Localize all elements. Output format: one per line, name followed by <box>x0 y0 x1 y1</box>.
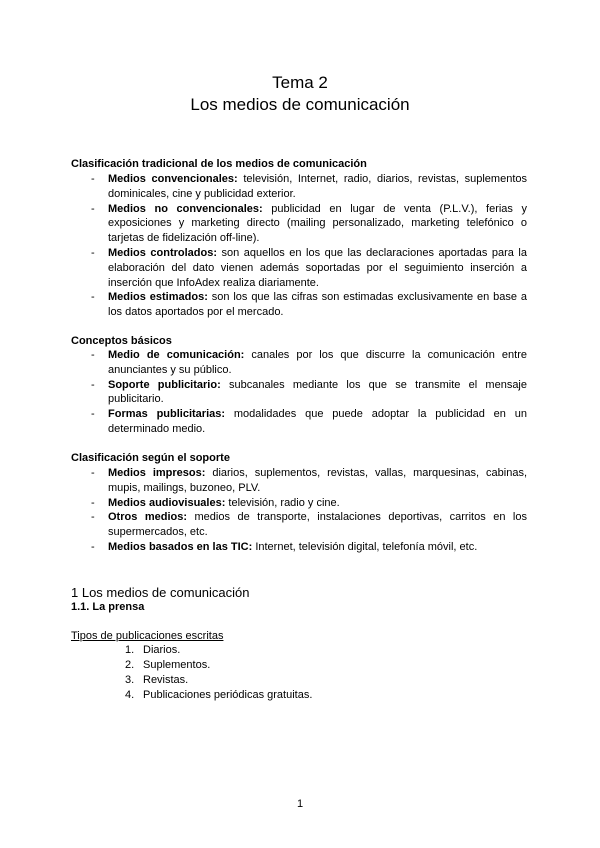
list-item-text: Revistas. <box>143 674 189 686</box>
bullet-dash: - <box>91 173 95 185</box>
publication-types-list <box>120 643 312 703</box>
list-number: 2. <box>125 659 135 671</box>
section-heading-clasificacion-tradicional: Clasificación tradicional de los medios de comunicación <box>71 158 367 170</box>
list-item <box>120 643 312 658</box>
list-number: 4. <box>125 689 135 701</box>
list-item <box>120 673 312 688</box>
list-number: 3. <box>125 674 135 686</box>
list-item-term: Otros medios: <box>108 511 188 524</box>
list-item-text: Publicaciones periódicas gratuitas. <box>143 689 313 701</box>
list-item <box>71 290 527 320</box>
bullet-dash: - <box>91 408 95 421</box>
list-item-term: Medios basados en las TIC: <box>108 540 253 553</box>
bullet-dash: - <box>91 202 95 215</box>
list-item-term: Medio de comunicación: <box>108 349 245 361</box>
list-item <box>71 202 527 246</box>
list-item-term: Medios convencionales: <box>108 173 238 185</box>
bullet-dash: - <box>91 246 95 259</box>
list-item-text: diarios, suplementos, revistas, vallas, marquesinas, cabinas, mupis, mailings, buzoneo, PLV. <box>108 467 528 494</box>
list-item-text: publicidad en lugar de venta (P.L.V.), ferias y exposiciones y marketing directo (mailing personalizado, marketing telefónico o tarjetas de fidelización off-line). <box>108 202 528 245</box>
list-item-text: son los que las cifras son estimadas exclusivamente en base a los datos aportados por el mercado. <box>108 291 527 319</box>
clasificacion-tradicional-list <box>71 172 527 320</box>
list-item-term: Medios impresos: <box>108 467 206 479</box>
list-item-text: modalidades que puede adoptar la publicidad en un determinado medio. <box>108 408 527 435</box>
bullet-dash: - <box>91 467 95 479</box>
list-item-text: canales por los que discurre la comunicación entre anunciantes y su público. <box>108 349 527 376</box>
bullet-dash: - <box>91 540 95 553</box>
bullet-dash: - <box>91 511 95 524</box>
list-item <box>71 246 527 290</box>
list-item <box>71 348 527 378</box>
list-item <box>120 658 312 673</box>
list-item-text: Diarios. <box>143 644 181 656</box>
bullet-dash: - <box>91 378 95 391</box>
list-item-term: Soporte publicitario: <box>108 378 221 391</box>
conceptos-basicos-list <box>71 348 527 437</box>
bullet-dash: - <box>91 291 95 304</box>
list-item-term: Medios no convencionales: <box>108 202 263 215</box>
chapter-heading: 1 Los medios de comunicación <box>71 585 250 600</box>
list-item-text: son aquellos en los que las declaraciones aportadas para la elaboración del dato vienen además soportadas por el seguimiento inserción a inserción que InfoAdex realiza diariamente. <box>108 246 527 289</box>
list-item <box>71 172 527 202</box>
document-subtitle: Los medios de comunicación <box>190 95 410 114</box>
list-item <box>120 688 312 703</box>
list-item <box>71 407 527 437</box>
bullet-dash: - <box>91 496 95 509</box>
list-item <box>71 378 527 408</box>
publication-types-title: Tipos de publicaciones escritas <box>71 630 224 642</box>
chapter-subheading: 1.1. La prensa <box>71 601 145 613</box>
clasificacion-soporte-list <box>71 466 527 555</box>
list-item-term: Medios estimados: <box>108 291 208 304</box>
list-item-text: televisión, radio y cine. <box>225 496 340 509</box>
document-title: Tema 2 <box>272 73 328 92</box>
page-number: 1 <box>296 798 304 810</box>
list-item-text: medios de transporte, instalaciones deportivas, carritos en los supermercados, etc. <box>108 511 527 539</box>
list-item <box>71 540 527 555</box>
list-item <box>71 466 527 496</box>
bullet-dash: - <box>91 349 95 361</box>
list-item-text: subcanales mediante los que se transmite el mensaje publicitario. <box>108 378 527 406</box>
list-item-text: Internet, televisión digital, telefonía móvil, etc. <box>252 540 478 553</box>
list-item <box>71 496 527 511</box>
section-heading-conceptos-basicos: Conceptos básicos <box>71 335 172 347</box>
list-item-text: televisión, Internet, radio, diarios, revistas, suplementos dominicales, cine y publicidad exterior. <box>108 173 527 200</box>
list-item <box>71 510 527 540</box>
list-item-term: Medios controlados: <box>108 246 218 259</box>
list-item-text: Suplementos. <box>143 659 211 671</box>
list-item-term: Formas publicitarias: <box>108 408 226 421</box>
section-heading-clasificacion-soporte: Clasificación según el soporte <box>71 452 230 464</box>
list-item-term: Medios audiovisuales: <box>108 496 226 509</box>
list-number: 1. <box>125 644 135 656</box>
